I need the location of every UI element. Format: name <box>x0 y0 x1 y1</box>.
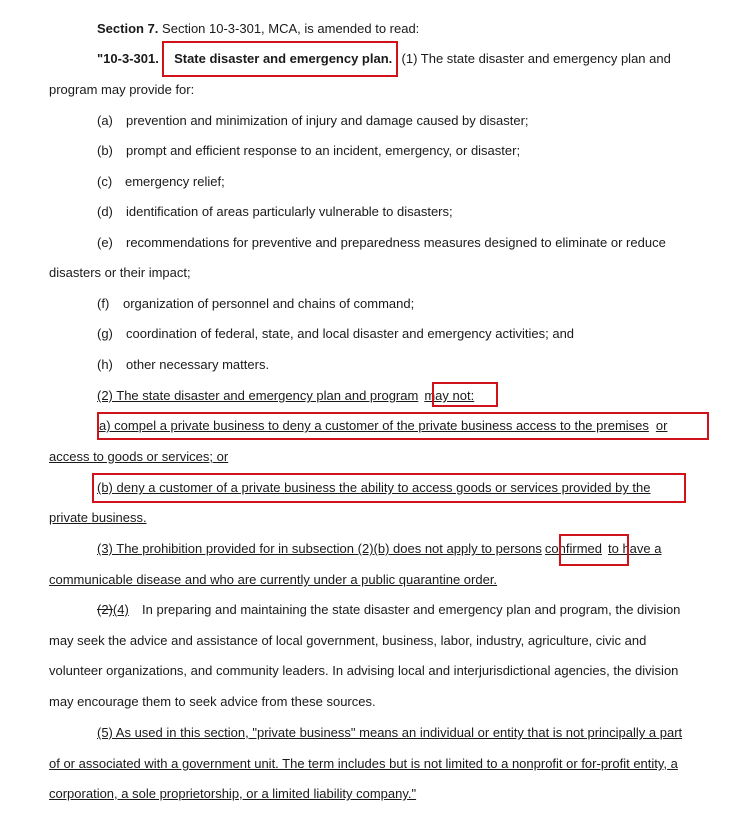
list-item-cont: disasters or their impact; <box>49 265 191 280</box>
subsection5-line1: (5) As used in this section, "private business" means an individual or entity that is not principally a part <box>97 725 683 740</box>
subsection2-a-tail: or <box>655 418 668 433</box>
item-label: (a) <box>97 113 113 128</box>
subsection2-highlight: may not: <box>424 388 475 403</box>
subsection5-line2: of or associated with a government unit. The term includes but is not limited to a nonprofit or for-profit entity, a <box>49 756 678 771</box>
section-heading-text: Section 10-3-301, MCA, is amended to read: <box>162 21 420 36</box>
subsection3-line1 <box>97 541 661 557</box>
item-text: coordination of federal, state, and local disaster and emergency activities; and <box>126 326 575 341</box>
list-item <box>97 296 414 312</box>
subsection2-a-line1 <box>99 418 667 434</box>
statute-title: State disaster and emergency plan. <box>174 51 393 66</box>
subsection2-b-line1: (b) deny a customer of a private business the ability to access goods or services provided by the <box>97 480 651 495</box>
subsection4-line1 <box>97 602 680 618</box>
item-label: (f) <box>97 296 110 311</box>
subsection2-lead <box>97 388 474 404</box>
list-item <box>97 174 225 190</box>
section-label: Section 7. <box>97 21 159 36</box>
subsection4-line3: volunteer organizations, and community leaders. In advising local and interjurisdictional agencies, the division <box>49 663 679 678</box>
open-quote: " <box>97 51 104 66</box>
list-item <box>97 326 574 342</box>
statute-heading <box>97 51 671 67</box>
statute-number: 10-3-301. <box>103 51 159 66</box>
item-text: emergency relief; <box>125 174 225 189</box>
item-text: prevention and minimization of injury and damage caused by disaster; <box>126 113 529 128</box>
item-text: recommendations for preventive and preparedness measures designed to eliminate or reduce <box>126 235 666 250</box>
list-item <box>97 113 529 129</box>
subsection5-line3: corporation, a sole proprietorship, or a limited liability company." <box>49 786 417 801</box>
item-label: (g) <box>97 326 113 341</box>
subsection3-line2: communicable disease and who are currently under a public quarantine order. <box>49 572 498 587</box>
subsection4-struck-number: (2) <box>97 602 113 617</box>
section-heading <box>97 21 419 37</box>
list-item <box>97 235 666 251</box>
item-label: (h) <box>97 357 113 372</box>
item-text: identification of areas particularly vulnerable to disasters; <box>126 204 453 219</box>
subsection4-line4: may encourage them to seek advice from these sources. <box>49 694 376 709</box>
subsection2-b-line2: private business. <box>49 510 147 525</box>
list-item <box>97 143 520 159</box>
item-text: other necessary matters. <box>126 357 270 372</box>
statute-intro-cont: program may provide for: <box>49 82 195 97</box>
subsection4-line1-text: In preparing and maintaining the state disaster and emergency plan and program, the division <box>142 602 681 617</box>
subsection4-new-number: (4) <box>112 602 129 617</box>
item-text: organization of personnel and chains of command; <box>123 296 415 311</box>
item-label: (e) <box>97 235 113 250</box>
subsection3-highlight: confirmed <box>544 541 602 556</box>
item-label: (c) <box>97 174 113 189</box>
item-label: (d) <box>97 204 113 219</box>
subsection4-line2: may seek the advice and assistance of local government, business, labor, industry, agriculture, civic and <box>49 633 647 648</box>
list-item <box>97 204 453 220</box>
subsection2-a-line2: access to goods or services; or <box>49 449 229 464</box>
subsection3-lead: (3) The prohibition provided for in subsection (2)(b) does not apply to persons <box>97 541 542 556</box>
item-text: prompt and efficient response to an incident, emergency, or disaster; <box>126 143 521 158</box>
subsection2-a-boxed: a) compel a private business to deny a customer of the private business access to the premises <box>99 418 649 433</box>
item-label: (b) <box>97 143 113 158</box>
statute-intro: (1) The state disaster and emergency plan and <box>401 51 671 66</box>
subsection3-tail: to have a <box>607 541 662 556</box>
list-item <box>97 357 269 373</box>
subsection2-lead-text: (2) The state disaster and emergency plan and program <box>97 388 419 403</box>
